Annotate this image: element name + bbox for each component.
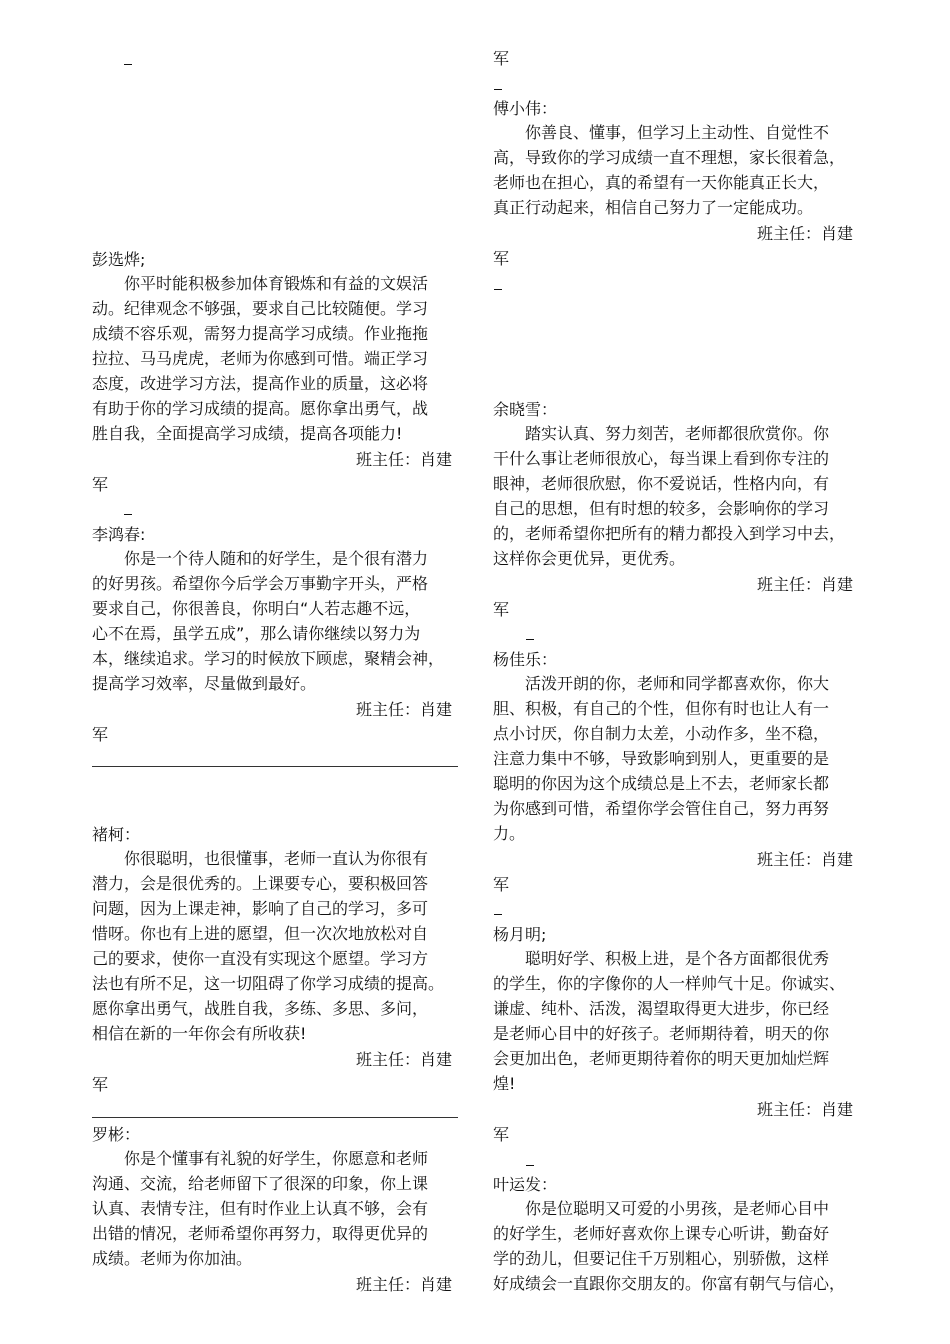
comment-line: 拉拉、马马虎虎，老师为你感到可惜。端正学习 bbox=[92, 349, 429, 368]
dash-mark bbox=[526, 639, 534, 640]
comment-line: 自己的思想，但有时想的较多，会影响你的学习 bbox=[493, 499, 830, 518]
comment-line: 你是一个待人随和的好学生，是个很有潜力 bbox=[124, 549, 429, 568]
signature-tail: 军 bbox=[92, 1075, 109, 1094]
comment-line: 问题，因为上课走神，影响了自己的学习，多可 bbox=[92, 899, 429, 918]
student-name: 罗彬： bbox=[92, 1125, 141, 1144]
teacher-signature: 班主任：肖建 bbox=[356, 1275, 453, 1294]
teacher-signature: 班主任：肖建 bbox=[757, 575, 854, 594]
comment-line: 有助于你的学习成绩的提高。愿你拿出勇气，战 bbox=[92, 399, 429, 418]
comment-line: 胆、积极，有自己的个性，但你有时也让人有一 bbox=[493, 699, 830, 718]
comment-line: 本，继续追求。学习的时候放下顾虑，聚精会神， bbox=[92, 649, 445, 668]
comment-line: 你平时能积极参加体育锻炼和有益的文娱活 bbox=[124, 274, 429, 293]
teacher-signature: 班主任：肖建 bbox=[356, 1050, 453, 1069]
teacher-signature: 班主任：肖建 bbox=[356, 700, 453, 719]
comment-line: 点小讨厌，你自制力太差，小动作多，坐不稳， bbox=[493, 724, 830, 743]
comment-line: 你善良、懂事，但学习上主动性、自觉性不 bbox=[525, 123, 830, 142]
teacher-signature: 班主任：肖建 bbox=[356, 450, 453, 469]
signature-tail: 军 bbox=[493, 249, 510, 268]
signature-tail: 军 bbox=[493, 49, 510, 68]
comment-line: 法也有所不足，这一切阻碍了你学习成绩的提高。 bbox=[92, 974, 445, 993]
comment-line: 要求自己，你很善良，你明白“人若志趣不远， bbox=[92, 599, 421, 618]
teacher-signature: 班主任：肖建 bbox=[757, 224, 854, 243]
section-divider bbox=[92, 1117, 458, 1118]
signature-tail: 军 bbox=[493, 600, 510, 619]
student-name: 李鸿春: bbox=[92, 525, 146, 544]
comment-line: 认真、表情专注，但有时作业上认真不够，会有 bbox=[92, 1199, 429, 1218]
comment-line: 成绩不容乐观，需努力提高学习成绩。作业拖拖 bbox=[92, 324, 429, 343]
comment-line: 己的要求，使你一直没有实现这个愿望。学习方 bbox=[92, 949, 429, 968]
student-name: 余晓雪： bbox=[493, 400, 558, 419]
comment-body bbox=[92, 546, 444, 696]
comment-line: 是老师心目中的好孩子。老师期待着，明天的你 bbox=[493, 1024, 830, 1043]
dash-mark bbox=[526, 1165, 534, 1166]
comment-body bbox=[92, 271, 428, 446]
comment-line: 潜力，会是很优秀的。上课要专心，要积极回答 bbox=[92, 874, 429, 893]
dash-mark bbox=[494, 89, 502, 90]
comment-line: 态度，改进学习方法，提高作业的质量，这必将 bbox=[92, 374, 429, 393]
student-name: 褚柯： bbox=[92, 825, 141, 844]
comment-line: 活泼开朗的你，老师和同学都喜欢你，你大 bbox=[525, 674, 830, 693]
signature-tail: 军 bbox=[92, 475, 109, 494]
comment-line: 老师也在担心，真的希望有一天你能真正长大， bbox=[493, 173, 830, 192]
comment-body bbox=[493, 120, 845, 220]
comment-line: 高，导致你的学习成绩一直不理想，家长很着急， bbox=[493, 148, 846, 167]
comment-body bbox=[493, 1196, 845, 1296]
comment-line: 学的劲儿，但要记住千万别粗心，别骄傲，这样 bbox=[493, 1249, 830, 1268]
comment-line: 聪明好学、积极上进，是个各方面都很优秀 bbox=[525, 949, 830, 968]
comment-line: 真正行动起来，相信自己努力了一定能成功。 bbox=[493, 198, 814, 217]
dash-mark bbox=[494, 914, 502, 915]
comment-body bbox=[92, 846, 444, 1046]
comment-line: 心不在焉，虽学五成”，那么请你继续以努力为 bbox=[92, 624, 421, 643]
student-name: 杨佳乐： bbox=[493, 650, 558, 669]
comment-line: 你是个懂事有礼貌的好学生，你愿意和老师 bbox=[124, 1149, 429, 1168]
comment-line: 干什么事让老师很放心，每当课上看到你专注的 bbox=[493, 449, 830, 468]
teacher-signature: 班主任：肖建 bbox=[757, 1100, 854, 1119]
comment-line: 提高学习效率，尽量做到最好。 bbox=[92, 674, 317, 693]
comment-line: 谦虚、纯朴、活泼，渴望取得更大进步，你已经 bbox=[493, 999, 830, 1018]
comment-line: 你是位聪明又可爱的小男孩，是老师心目中 bbox=[525, 1199, 830, 1218]
comment-line: 成绩。老师为你加油。 bbox=[92, 1249, 253, 1268]
comment-line: 力。 bbox=[493, 824, 526, 843]
comment-body bbox=[493, 671, 829, 846]
student-name: 叶运发： bbox=[493, 1175, 558, 1194]
signature-tail: 军 bbox=[92, 725, 109, 744]
comment-line: 会更加出色，老师更期待着你的明天更加灿烂辉 bbox=[493, 1049, 830, 1068]
teacher-signature: 班主任：肖建 bbox=[757, 850, 854, 869]
comment-line: 这样你会更优异，更优秀。 bbox=[493, 549, 686, 568]
comment-line: 好成绩会一直跟你交朋友的。你富有朝气与信心， bbox=[493, 1274, 846, 1293]
dash-mark bbox=[124, 514, 132, 515]
dash-mark bbox=[124, 64, 132, 65]
comment-body bbox=[92, 1146, 428, 1271]
dash-mark bbox=[494, 289, 502, 290]
comment-line: 踏实认真、努力刻苦，老师都很欣赏你。你 bbox=[525, 424, 830, 443]
comment-line: 你很聪明，也很懂事，老师一直认为你很有 bbox=[124, 849, 429, 868]
comment-line: 相信在新的一年你会有所收获! bbox=[92, 1024, 307, 1043]
comment-body bbox=[493, 946, 845, 1096]
comment-line: 的好学生，老师好喜欢你上课专心听讲，勤奋好 bbox=[493, 1224, 830, 1243]
comment-line: 动。纪律观念不够强，要求自己比较随便。学习 bbox=[92, 299, 429, 318]
comment-line: 眼神，老师很欣慰，你不爱说话，性格内向，有 bbox=[493, 474, 830, 493]
student-name: 杨月明; bbox=[493, 925, 547, 944]
signature-tail: 军 bbox=[493, 875, 510, 894]
comment-line: 注意力集中不够，导致影响到别人，更重要的是 bbox=[493, 749, 830, 768]
comment-line: 愿你拿出勇气，战胜自我，多练、多思、多问， bbox=[92, 999, 429, 1018]
comment-line: 出错的情况，老师希望你再努力，取得更优异的 bbox=[92, 1224, 429, 1243]
comment-line: 惜呀。你也有上进的愿望，但一次次地放松对自 bbox=[92, 924, 429, 943]
comment-body bbox=[493, 421, 845, 571]
comment-line: 聪明的你因为这个成绩总是上不去，老师家长都 bbox=[493, 774, 830, 793]
comment-line: 沟通、交流，给老师留下了很深的印象，你上课 bbox=[92, 1174, 429, 1193]
section-divider bbox=[92, 766, 458, 767]
signature-tail: 军 bbox=[493, 1125, 510, 1144]
comment-line: 的好男孩。希望你今后学会万事勤字开头，严格 bbox=[92, 574, 429, 593]
comment-line: 胜自我，全面提高学习成绩，提高各项能力! bbox=[92, 424, 403, 443]
comment-line: 的学生，你的字像你的人一样帅气十足。你诚实、 bbox=[493, 974, 846, 993]
student-name: 傅小伟： bbox=[493, 99, 558, 118]
comment-line: 煌! bbox=[493, 1074, 516, 1093]
comment-line: 为你感到可惜，希望你学会管住自己，努力再努 bbox=[493, 799, 830, 818]
comment-line: 的，老师希望你把所有的精力都投入到学习中去， bbox=[493, 524, 846, 543]
student-name: 彭选烨; bbox=[92, 250, 146, 269]
